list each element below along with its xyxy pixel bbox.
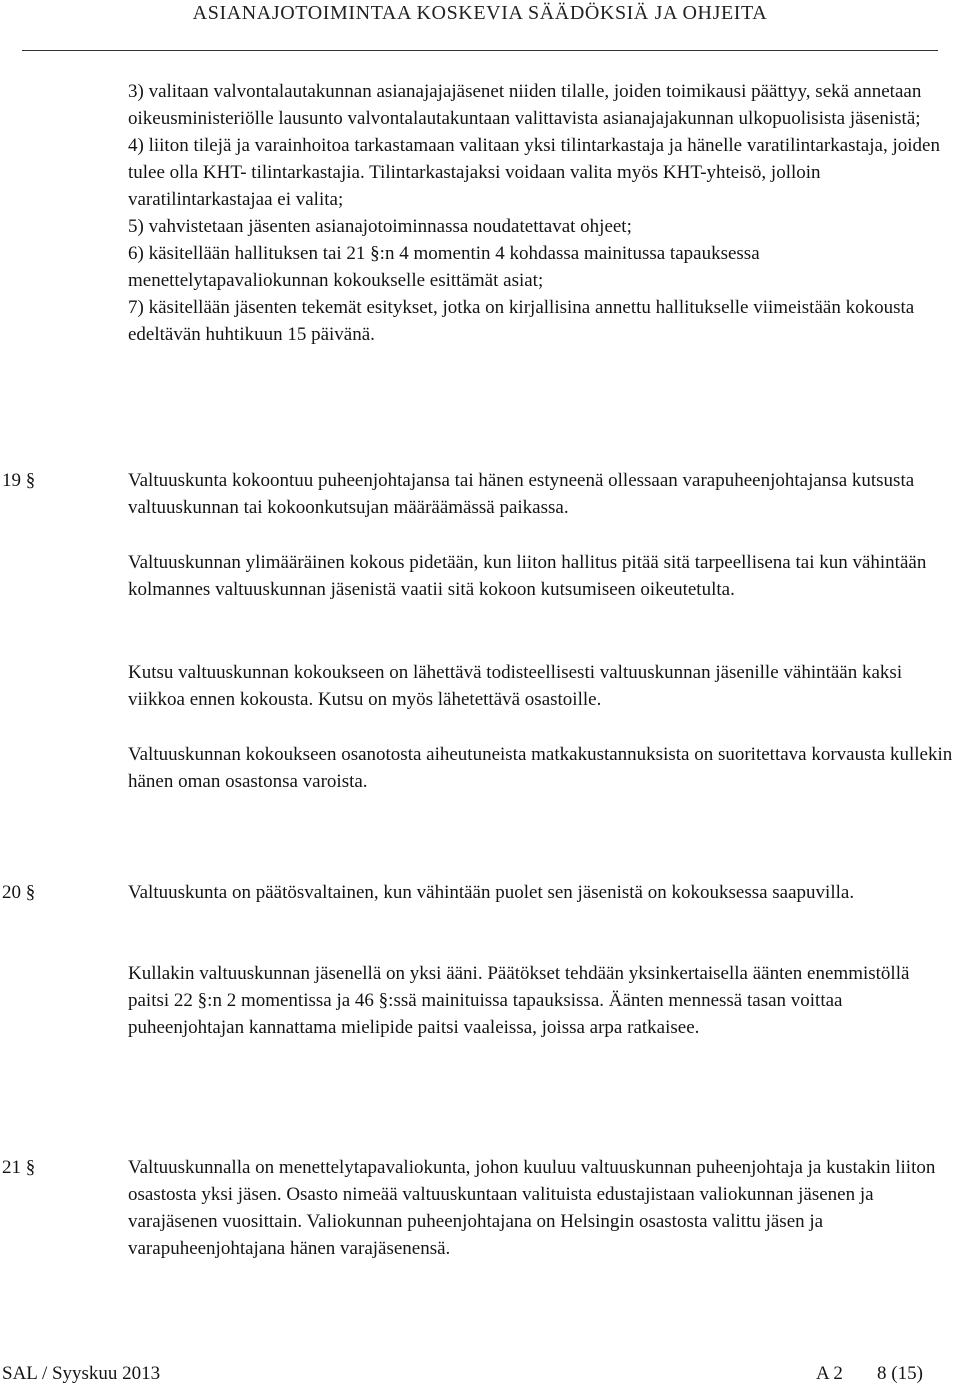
section-body — [128, 741, 954, 795]
paragraph: Valtuuskunta on päätösvaltainen, kun vähintään puolet sen jäsenistä on kokouksessa saapuvilla. — [128, 882, 855, 903]
paragraph: Valtuuskunnan kokoukseen osanotosta aiheutuneista matkakustannuksista on suoritettava korvausta kullekin hänen oman osastonsa varoista. — [128, 744, 953, 792]
header-divider — [22, 50, 938, 51]
paragraph: Kutsu valtuuskunnan kokoukseen on lähettävä todisteellisesti valtuuskunnan jäsenille vähintään kaksi viikkoa ennen kokousta. Kutsu on myös lähetettävä osastoille. — [128, 662, 903, 710]
intro-list — [128, 78, 954, 348]
footer-publication: SAL / Syyskuu 2013 — [2, 1363, 161, 1384]
footer-page-number: 8 (15) — [877, 1363, 923, 1384]
footer-section-code: A 2 — [816, 1363, 843, 1384]
paragraph: Valtuuskunnan ylimääräinen kokous pidetään, kun liiton hallitus pitää sitä tarpeellisena tai kun vähintään kolmannes valtuuskunnan jäsenistä vaatii sitä kokoon kutsumiseen oikeutetulta. — [128, 552, 927, 600]
list-item: 3) valitaan valvontalautakunnan asianajajajäsenet niiden tilalle, joiden toimikausi päättyy, sekä annetaan oikeusministeriölle lausunto valvontalautakuntaan valittavista asianajajakunnan ulkopuolisista jäsenistä; — [128, 81, 922, 129]
paragraph: Kullakin valtuuskunnan jäsenellä on yksi ääni. Päätökset tehdään yksinkertaisella äänten enemmistöllä paitsi 22 §:n 2 momentissa ja 46 §:ssä mainituissa tapauksissa. Äänten mennessä tasan voittaa puheenjohtajan kannattama mielipide paitsi vaaleissa, joissa arpa ratkaisee. — [128, 963, 910, 1038]
section-body — [128, 659, 954, 713]
paragraph: Valtuuskunnalla on menettelytapavaliokunta, johon kuuluu valtuuskunnan puheenjohtaja ja kustakin liiton osastosta yksi jäsen. Osasto nimeää valtuuskuntaan valituista edustajistaan valiokunnan jäsenen ja varajäsenen vuosittain. Valiokunnan puheenjohtajana on Helsingin osastosta valittu jäsen ja varapuheenjohtajana hänen varajäsenensä. — [128, 1157, 936, 1259]
section-body — [128, 879, 954, 906]
list-item: 5) vahvistetaan jäsenten asianajotoiminnassa noudatettavat ohjeet; — [128, 216, 632, 237]
paragraph: Valtuuskunta kokoontuu puheenjohtajansa tai hänen estyneenä ollessaan varapuheenjohtajansa kutsusta valtuuskunnan tai kokoonkutsujan määräämässä paikassa. — [128, 470, 915, 518]
section-number: 20 § — [2, 882, 36, 903]
section-body — [128, 467, 954, 521]
section-body — [128, 549, 954, 603]
section-body — [128, 960, 954, 1041]
section-body — [128, 1154, 954, 1262]
list-item: 7) käsitellään jäsenten tekemät esitykset, jotka on kirjallisina annettu hallitukselle viimeistään kokousta edeltävän huhtikuun 15 päivänä. — [128, 297, 915, 345]
list-item: 4) liiton tilejä ja varainhoitoa tarkastamaan valitaan yksi tilintarkastaja ja hänelle varatilintarkastaja, joiden tulee olla KHT- tilintarkastajia. Tilintarkastajaksi voidaan valita myös KHT-yhteisö, jolloin varatilintarkastajaa ei valita; — [128, 135, 940, 210]
page-title: ASIANAJOTOIMINTAA KOSKEVIA SÄÄDÖKSIÄ JA OHJEITA — [192, 2, 768, 24]
section-number: 19 § — [2, 470, 36, 491]
section-number: 21 § — [2, 1157, 36, 1178]
list-item: 6) käsitellään hallituksen tai 21 §:n 4 momentin 4 kohdassa mainitussa tapauksessa menettelytapavaliokunnan kokoukselle esittämät asiat; — [128, 243, 760, 291]
